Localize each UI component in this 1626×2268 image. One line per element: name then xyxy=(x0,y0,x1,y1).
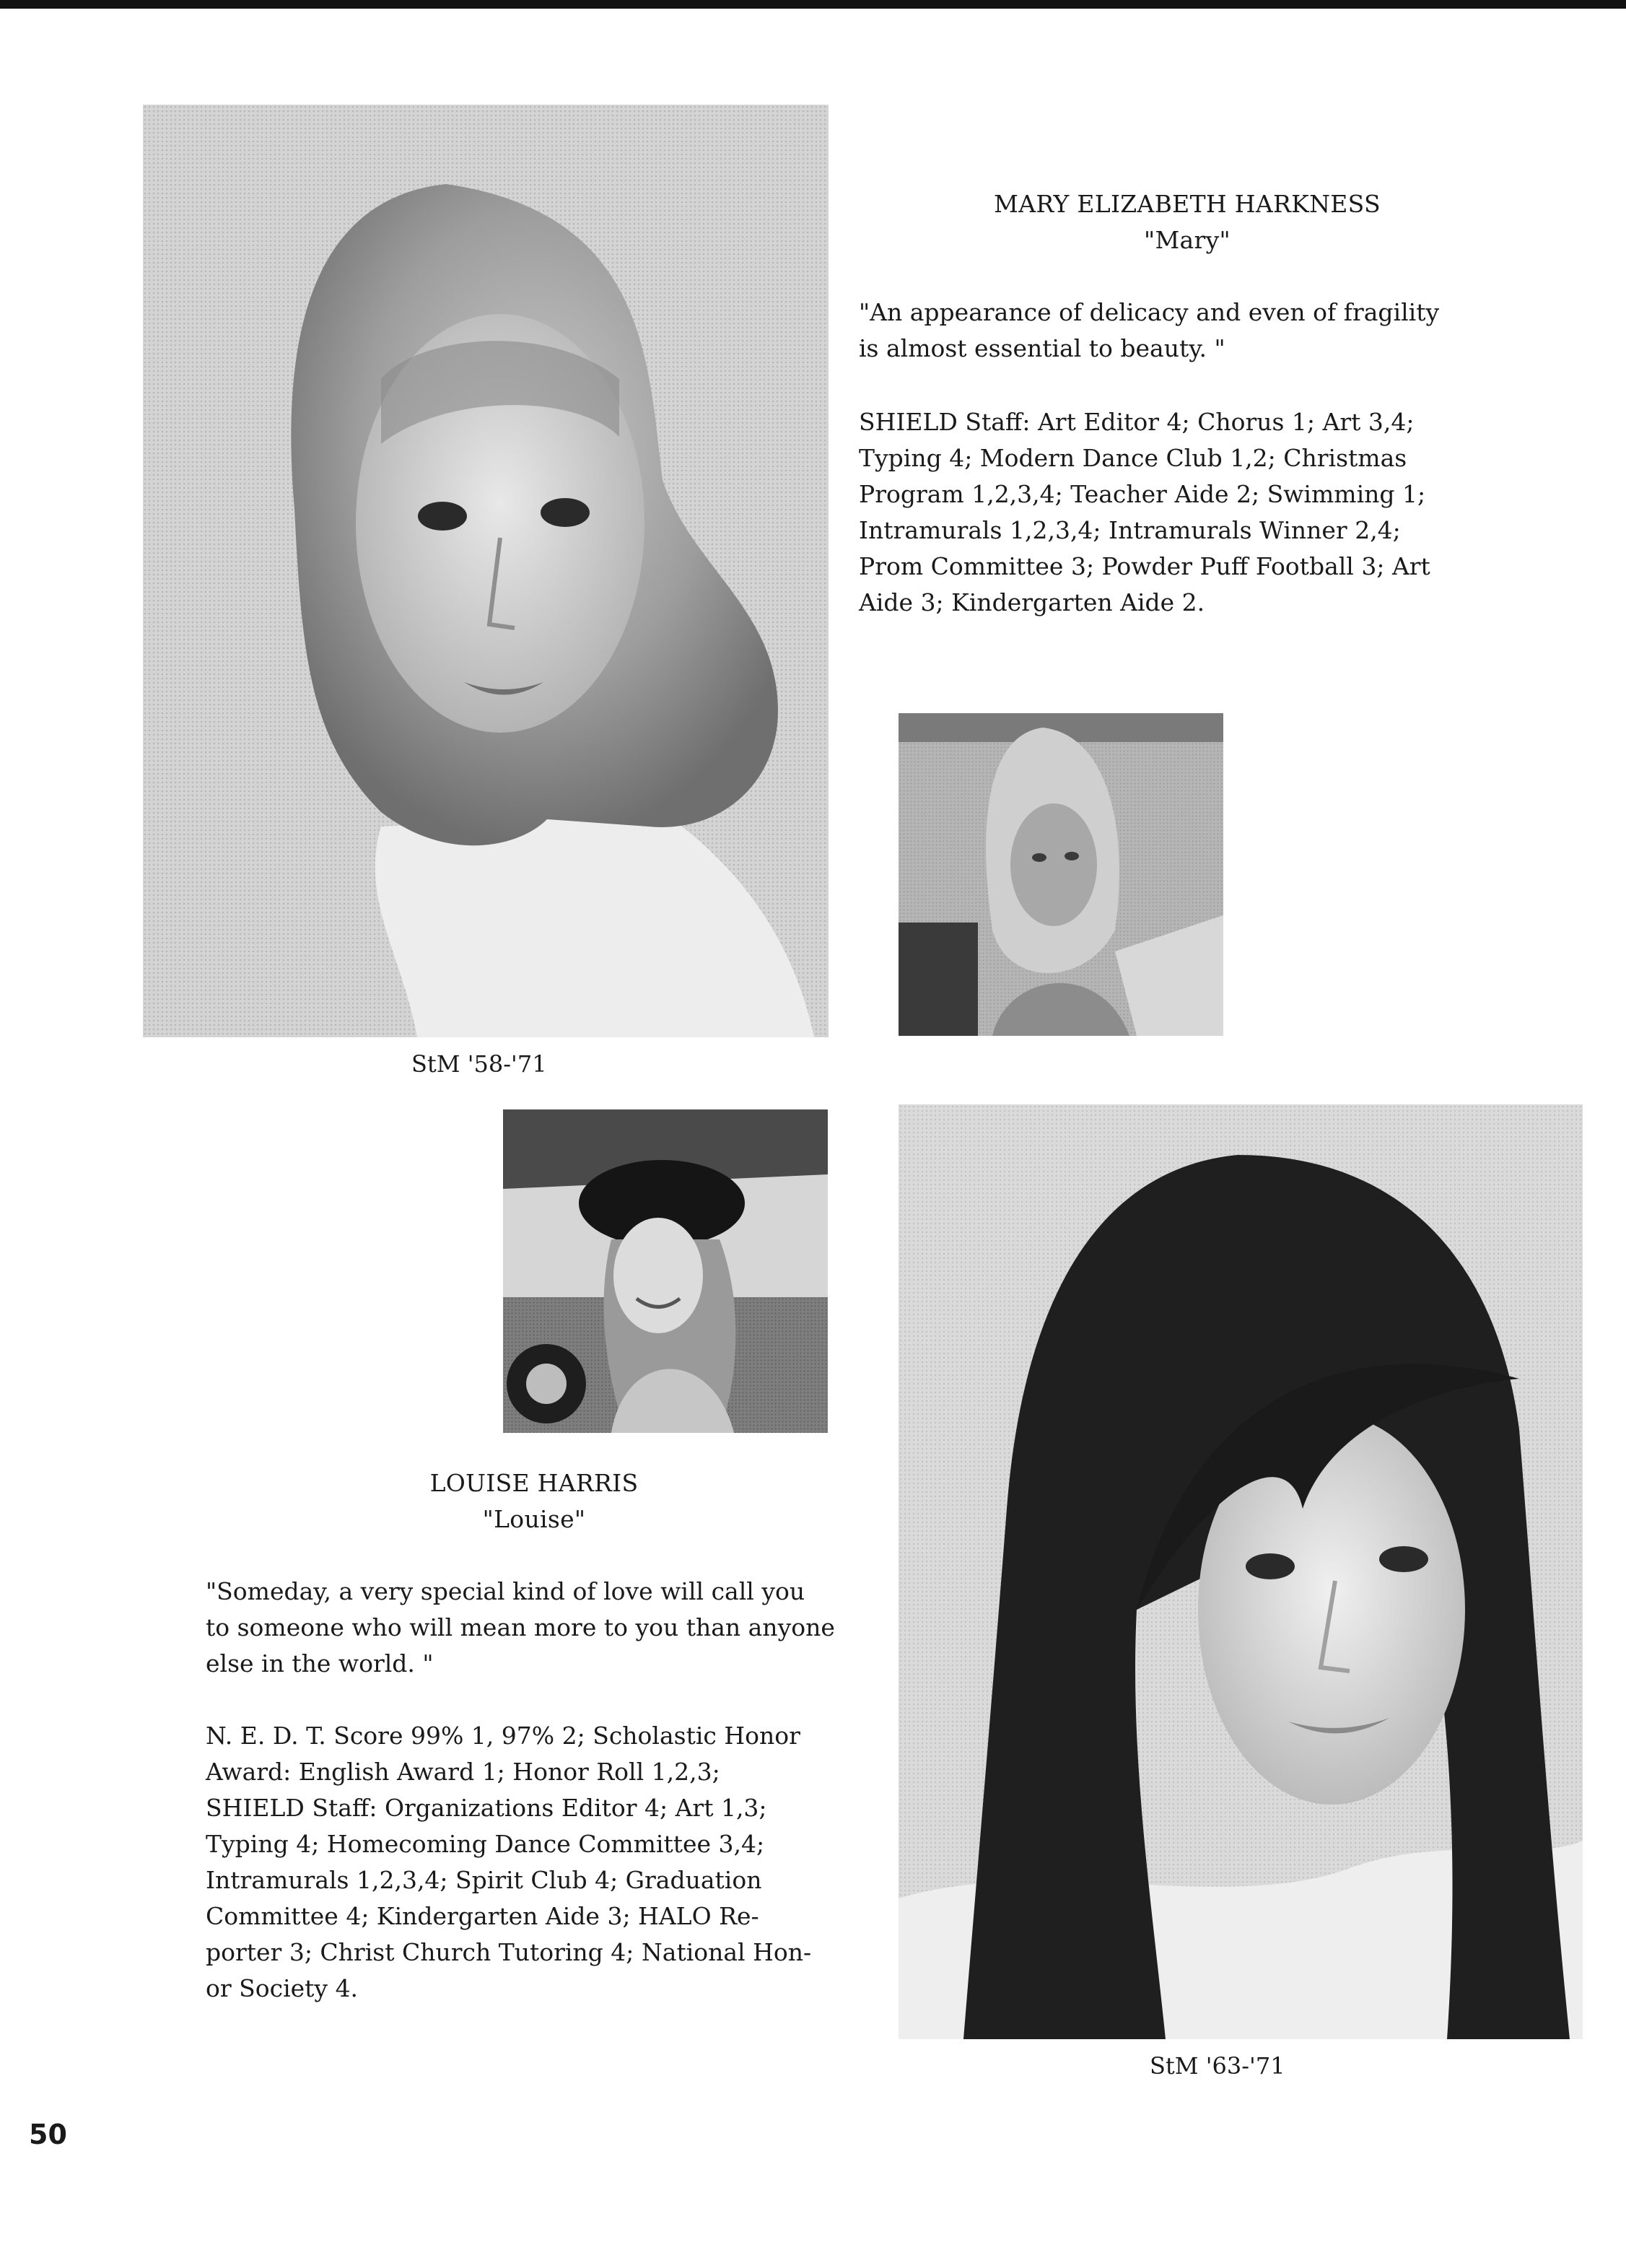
quote-line: "An appearance of delicacy and even of fragility xyxy=(859,298,1440,326)
student-nickname-louise: "Louise" xyxy=(482,1505,586,1533)
activity-line: porter 3; Christ Church Tutoring 4; National Hon- xyxy=(206,1938,812,1966)
top-border xyxy=(0,0,1626,9)
quote-line: else in the world. " xyxy=(206,1649,434,1678)
activity-line: Award: English Award 1; Honor Roll 1,2,3; xyxy=(206,1758,720,1786)
activity-line: SHIELD Staff: Art Editor 4; Chorus 1; Art 3,4; xyxy=(859,408,1415,436)
quote-line: "Someday, a very special kind of love will call you xyxy=(206,1577,805,1605)
quote-mary xyxy=(859,295,1439,367)
quote-line: is almost essential to beauty. " xyxy=(859,334,1225,362)
activity-line: Aide 3; Kindergarten Aide 2. xyxy=(859,588,1205,616)
candid-photo-louise xyxy=(503,1109,828,1433)
page-number: 50 xyxy=(29,2119,67,2150)
activities-mary xyxy=(859,404,1430,621)
activity-line: Program 1,2,3,4; Teacher Aide 2; Swimming 1; xyxy=(859,480,1426,508)
quote-louise xyxy=(206,1574,835,1682)
student-name-mary: MARY ELIZABETH HARKNESS xyxy=(994,190,1381,218)
activity-line: SHIELD Staff: Organizations Editor 4; Art 1,3; xyxy=(206,1794,767,1822)
candid-photo-mary xyxy=(899,713,1223,1036)
student-nickname-mary: "Mary" xyxy=(1143,226,1231,254)
activity-line: Intramurals 1,2,3,4; Intramurals Winner 2,4; xyxy=(859,516,1401,544)
student-name-louise: LOUISE HARRIS xyxy=(429,1469,639,1497)
portrait-mary-harkness xyxy=(143,105,829,1037)
activity-line: Typing 4; Homecoming Dance Committee 3,4; xyxy=(206,1830,765,1858)
activity-line: Prom Committee 3; Powder Puff Football 3; Art xyxy=(859,552,1430,580)
activity-line: or Society 4. xyxy=(206,1974,359,2002)
activities-louise xyxy=(206,1718,811,2007)
caption-louise: StM '63-'71 xyxy=(1150,2052,1285,2080)
activity-line: Typing 4; Modern Dance Club 1,2; Christmas xyxy=(859,444,1407,472)
activity-line: N. E. D. T. Score 99% 1, 97% 2; Scholastic Honor xyxy=(206,1722,800,1750)
portrait-louise-harris xyxy=(899,1104,1583,2039)
activity-line: Intramurals 1,2,3,4; Spirit Club 4; Graduation xyxy=(206,1866,762,1894)
activity-line: Committee 4; Kindergarten Aide 3; HALO Re- xyxy=(206,1902,759,1930)
caption-mary: StM '58-'71 xyxy=(411,1050,547,1078)
quote-line: to someone who will mean more to you than anyone xyxy=(206,1613,835,1641)
